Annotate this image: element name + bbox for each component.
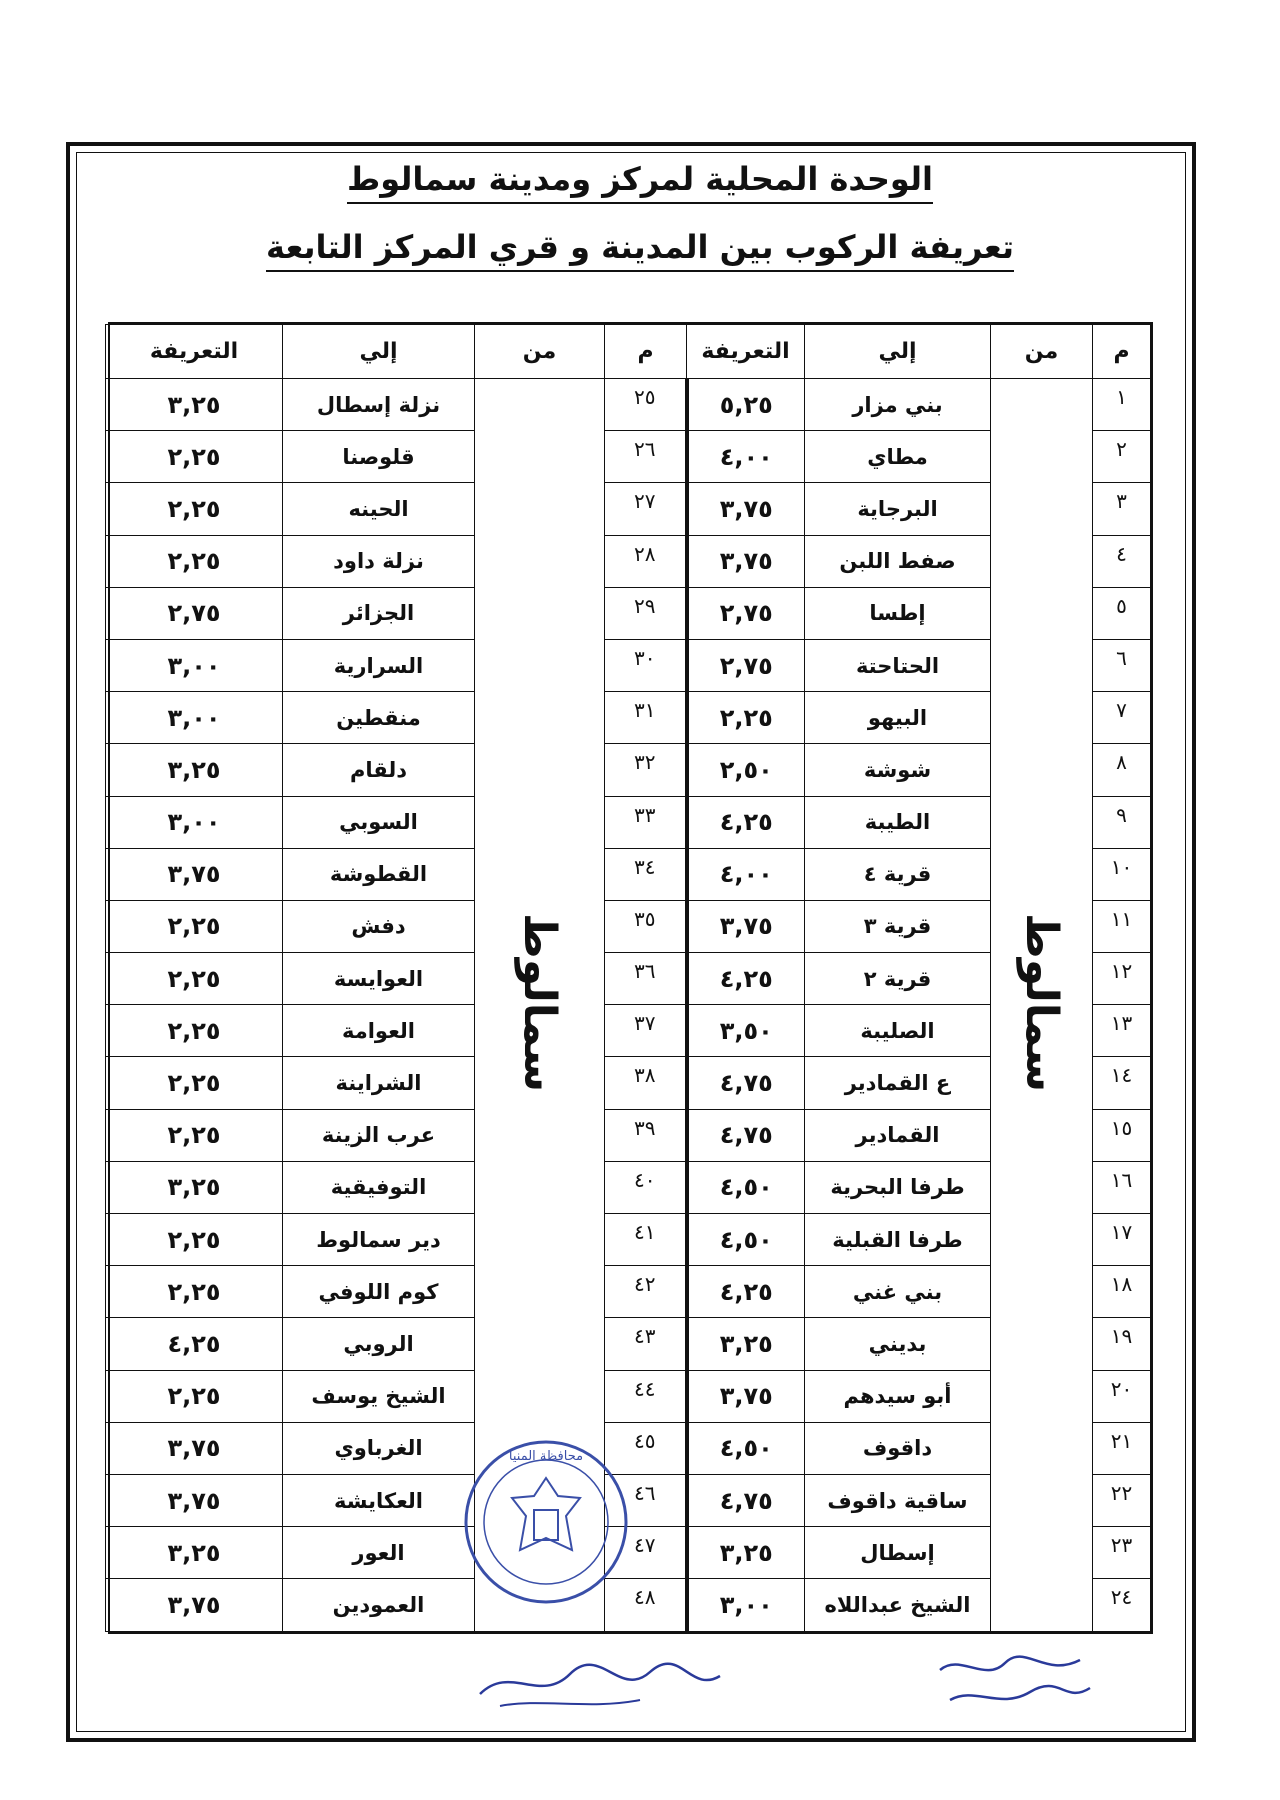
- fare-value: ٤,٢٥: [106, 1318, 283, 1370]
- row-number: ٣٠: [605, 639, 687, 691]
- fare-value: ٤,٥٠: [687, 1214, 805, 1266]
- destination: قرية ٤: [805, 848, 991, 900]
- destination: دير سمالوط: [283, 1214, 475, 1266]
- row-number: ١٨: [1093, 1266, 1151, 1318]
- fare-value: ٢,٧٥: [687, 587, 805, 639]
- official-seal: [462, 1438, 630, 1606]
- fare-value: ٢,٢٥: [106, 953, 283, 1005]
- fare-value: ٣,٧٥: [106, 848, 283, 900]
- row-number: ٥: [1093, 587, 1151, 639]
- row-number: ٢٦: [605, 431, 687, 483]
- fare-value: ٢,٢٥: [106, 1214, 283, 1266]
- row-number: ٣: [1093, 483, 1151, 535]
- destination: أبو سيدهم: [805, 1370, 991, 1422]
- fare-table: [108, 322, 1153, 1634]
- row-number: ٣٥: [605, 900, 687, 952]
- row-number: ١٤: [1093, 1057, 1151, 1109]
- fare-value: ٣,٧٥: [687, 483, 805, 535]
- fare-value: ٢,٢٥: [106, 535, 283, 587]
- destination: العوامة: [283, 1005, 475, 1057]
- fare-value: ٣,٠٠: [106, 692, 283, 744]
- destination: دفش: [283, 900, 475, 952]
- destination: نزلة داود: [283, 535, 475, 587]
- signature-left: [470, 1654, 730, 1714]
- row-number: ٣١: [605, 692, 687, 744]
- fare-value: ٣,٧٥: [106, 1422, 283, 1474]
- destination: القمادير: [805, 1109, 991, 1161]
- row-number: ٤٤: [605, 1370, 687, 1422]
- fare-value: ٣,٠٠: [687, 1579, 805, 1631]
- row-number: ١١: [1093, 900, 1151, 952]
- fare-value: ٣,٢٥: [106, 1161, 283, 1213]
- fare-value: ٢,٥٠: [687, 744, 805, 796]
- row-number: ٤٦: [605, 1474, 687, 1526]
- destination: منقطين: [283, 692, 475, 744]
- row-number: ٩: [1093, 796, 1151, 848]
- row-number: ٤٠: [605, 1161, 687, 1213]
- row-number: ٢٧: [605, 483, 687, 535]
- fare-value: ٣,٠٠: [106, 639, 283, 691]
- fare-value: ٤,٠٠: [687, 848, 805, 900]
- row-number: ١٥: [1093, 1109, 1151, 1161]
- col-header-num: م: [1093, 325, 1151, 379]
- row-number: ٨: [1093, 744, 1151, 796]
- destination: بني مزار: [805, 379, 991, 431]
- row-number: ٢١: [1093, 1422, 1151, 1474]
- fare-value: ٤,٢٥: [687, 796, 805, 848]
- row-number: ٤١: [605, 1214, 687, 1266]
- destination: القطوشة: [283, 848, 475, 900]
- row-number: ٤: [1093, 535, 1151, 587]
- col-header-fare: التعريفة: [687, 325, 805, 379]
- table-header-row: [106, 325, 1151, 379]
- fare-value: ٣,٧٥: [687, 900, 805, 952]
- row-number: ٦: [1093, 639, 1151, 691]
- fare-value: ٣,٢٥: [687, 1318, 805, 1370]
- fare-value: ٤,٠٠: [687, 431, 805, 483]
- page-title: الوحدة المحلية لمركز ومدينة سمالوط: [0, 160, 1280, 198]
- destination: بني غني: [805, 1266, 991, 1318]
- fare-value: ٣,٧٥: [687, 1370, 805, 1422]
- fare-value: ٢,٢٥: [106, 483, 283, 535]
- destination: عرب الزينة: [283, 1109, 475, 1161]
- col-header-from: من: [475, 325, 605, 379]
- fare-value: ٢,٢٥: [106, 1005, 283, 1057]
- fare-value: ٣,٠٠: [106, 796, 283, 848]
- fare-value: ٣,٥٠: [687, 1005, 805, 1057]
- fare-value: ٤,٢٥: [687, 953, 805, 1005]
- destination: طرفا القبلية: [805, 1214, 991, 1266]
- row-number: ١٢: [1093, 953, 1151, 1005]
- fare-value: ٢,٢٥: [106, 1266, 283, 1318]
- row-number: ٢٤: [1093, 1579, 1151, 1631]
- row-number: ١٧: [1093, 1214, 1151, 1266]
- row-number: ٣٧: [605, 1005, 687, 1057]
- origin-label: سمالوط: [514, 912, 565, 1092]
- row-number: ٢٩: [605, 587, 687, 639]
- fare-value: ٤,٢٥: [687, 1266, 805, 1318]
- fare-value: ٢,٢٥: [106, 431, 283, 483]
- destination: البيهو: [805, 692, 991, 744]
- row-number: ٢٨: [605, 535, 687, 587]
- destination: الجزائر: [283, 587, 475, 639]
- destination: الصليبة: [805, 1005, 991, 1057]
- fare-value: ٣,٧٥: [106, 1579, 283, 1631]
- fare-value: ٣,٢٥: [106, 1527, 283, 1579]
- destination: داقوف: [805, 1422, 991, 1474]
- fare-value: ٢,٢٥: [106, 900, 283, 952]
- destination: العكايشة: [283, 1474, 475, 1526]
- row-number: ٣٦: [605, 953, 687, 1005]
- row-number: ٧: [1093, 692, 1151, 744]
- fare-value: ٣,٢٥: [687, 1527, 805, 1579]
- destination: الطيبة: [805, 796, 991, 848]
- destination: بديني: [805, 1318, 991, 1370]
- origin-label: سمالوط: [1016, 912, 1067, 1092]
- fare-value: ٣,٢٥: [106, 379, 283, 431]
- seal-text: محافظة المنيا: [508, 1449, 584, 1464]
- row-number: ٣٤: [605, 848, 687, 900]
- fare-value: ٢,٧٥: [687, 639, 805, 691]
- row-number: ١٦: [1093, 1161, 1151, 1213]
- row-number: ٢: [1093, 431, 1151, 483]
- destination: العور: [283, 1527, 475, 1579]
- row-number: ٣٢: [605, 744, 687, 796]
- destination: دلقام: [283, 744, 475, 796]
- destination: صفط اللبن: [805, 535, 991, 587]
- fare-value: ٤,٥٠: [687, 1422, 805, 1474]
- fare-value: ٤,٧٥: [687, 1474, 805, 1526]
- row-number: ٢٣: [1093, 1527, 1151, 1579]
- col-header-to: إلي: [283, 325, 475, 379]
- row-number: ٢٥: [605, 379, 687, 431]
- destination: طرفا البحرية: [805, 1161, 991, 1213]
- destination: الحتاحتة: [805, 639, 991, 691]
- fare-value: ٤,٧٥: [687, 1109, 805, 1161]
- destination: كوم اللوفي: [283, 1266, 475, 1318]
- fare-value: ٤,٥٠: [687, 1161, 805, 1213]
- page-subtitle: تعريفة الركوب بين المدينة و قري المركز التابعة: [0, 228, 1280, 266]
- col-header-fare: التعريفة: [106, 325, 283, 379]
- row-number: ١٠: [1093, 848, 1151, 900]
- destination: العوايسة: [283, 953, 475, 1005]
- destination: مطاي: [805, 431, 991, 483]
- col-header-to: إلي: [805, 325, 991, 379]
- row-number: ١٩: [1093, 1318, 1151, 1370]
- row-number: ١٣: [1093, 1005, 1151, 1057]
- fare-value: ٥,٢٥: [687, 379, 805, 431]
- fare-value: ٢,٢٥: [687, 692, 805, 744]
- fare-value: ٣,٧٥: [687, 535, 805, 587]
- destination: نزلة إسطال: [283, 379, 475, 431]
- row-number: ٣٩: [605, 1109, 687, 1161]
- destination: الغرباوي: [283, 1422, 475, 1474]
- destination: الشراينة: [283, 1057, 475, 1109]
- destination: البرجاية: [805, 483, 991, 535]
- row-number: ١: [1093, 379, 1151, 431]
- destination: الشيخ عبداللاه: [805, 1579, 991, 1631]
- destination: قرية ٢: [805, 953, 991, 1005]
- fare-value: ٢,٧٥: [106, 587, 283, 639]
- destination: السوبي: [283, 796, 475, 848]
- destination: الحينه: [283, 483, 475, 535]
- destination: الروبي: [283, 1318, 475, 1370]
- destination: إطسا: [805, 587, 991, 639]
- col-header-num: م: [605, 325, 687, 379]
- row-number: ٣٨: [605, 1057, 687, 1109]
- row-number: ٤٢: [605, 1266, 687, 1318]
- fare-value: ٣,٢٥: [106, 744, 283, 796]
- fare-value: ٢,٢٥: [106, 1109, 283, 1161]
- row-number: ٣٣: [605, 796, 687, 848]
- row-number: ٤٥: [605, 1422, 687, 1474]
- row-number: ٤٨: [605, 1579, 687, 1631]
- destination: إسطال: [805, 1527, 991, 1579]
- destination: قلوصنا: [283, 431, 475, 483]
- destination: الشيخ يوسف: [283, 1370, 475, 1422]
- col-header-from: من: [991, 325, 1093, 379]
- origin-cell: [991, 379, 1093, 1632]
- signature-right: [930, 1648, 1100, 1718]
- destination: ع القمادير: [805, 1057, 991, 1109]
- fare-value: ٢,٢٥: [106, 1057, 283, 1109]
- fare-value: ٤,٧٥: [687, 1057, 805, 1109]
- fare-value: ٣,٧٥: [106, 1474, 283, 1526]
- destination: قرية ٣: [805, 900, 991, 952]
- row-number: ٢٢: [1093, 1474, 1151, 1526]
- row-number: ٤٣: [605, 1318, 687, 1370]
- destination: التوفيقية: [283, 1161, 475, 1213]
- row-number: ٢٠: [1093, 1370, 1151, 1422]
- table-row: [106, 379, 1151, 431]
- destination: السرارية: [283, 639, 475, 691]
- destination: ساقية داقوف: [805, 1474, 991, 1526]
- row-number: ٤٧: [605, 1527, 687, 1579]
- destination: العمودين: [283, 1579, 475, 1631]
- fare-value: ٢,٢٥: [106, 1370, 283, 1422]
- destination: شوشة: [805, 744, 991, 796]
